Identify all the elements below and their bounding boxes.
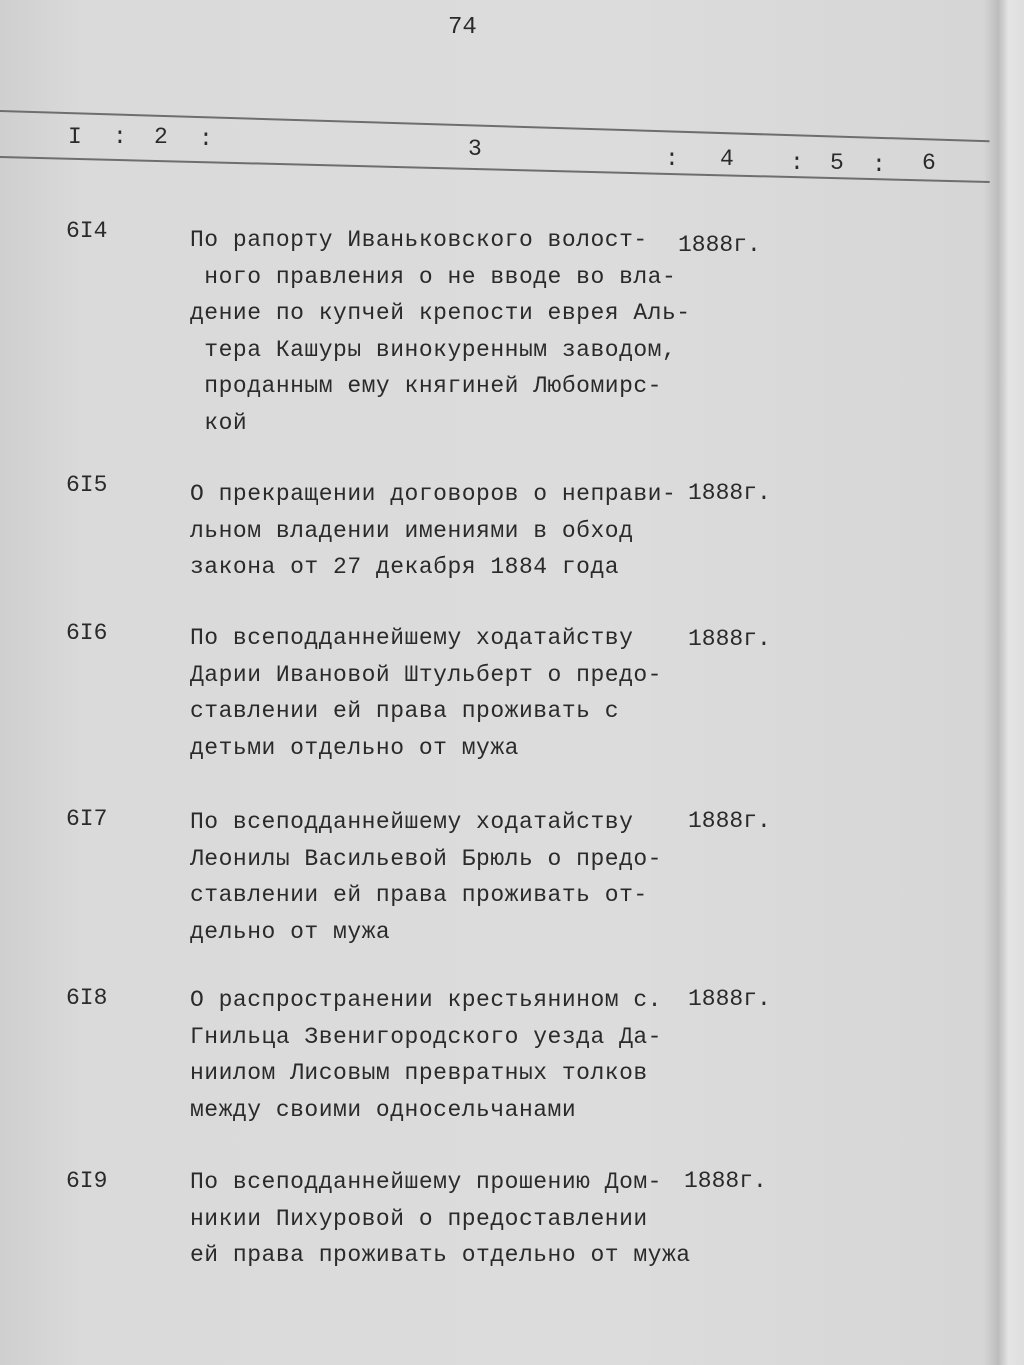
description-line: закона от 27 декабря 1884 года [190,554,620,580]
entry-number: 6I8 [66,985,108,1011]
entry-year: 1888г. [688,808,771,834]
entry-description [190,222,691,441]
column-separator: : [872,152,886,178]
header-top-rule [0,110,990,142]
description-line: Дарии Ивановой Штульберт о предо- [190,661,662,688]
entry-description [190,982,662,1128]
description-line: По всеподданнейшему ходатайству [190,625,634,651]
column-header-5: 5 [830,150,844,176]
description-line: По всеподданнейшему прошению Дом- [190,1169,662,1195]
column-header-2: 2 [154,124,168,150]
entry-year: 1888г. [684,1168,767,1194]
entry-number: 6I4 [66,218,108,244]
entry-number: 6I7 [66,806,108,832]
entry-description [190,620,662,766]
description-line: О прекращении договоров о неправи- [190,481,677,507]
column-header-1: I [68,124,82,150]
description-line: ставлении ей права проживать от- [190,882,648,908]
entry-year: 1888г. [688,986,771,1012]
description-line: ставлении ей права проживать с [190,698,620,724]
description-line: дельно от мужа [190,918,391,945]
description-line: между своими односельчанами [190,1096,577,1123]
description-line: кой [190,409,248,436]
description-line: ниилом Лисовым превратных толков [190,1060,648,1086]
column-header-3: 3 [468,136,482,162]
description-line: никии Пихуровой о предоставлении [190,1205,648,1232]
description-line: проданным ему княгиней Любомирс- [190,373,662,399]
entry-year: 1888г. [688,626,771,652]
entry-number: 6I6 [66,620,108,646]
description-line: дение по купчей крепости еврея Аль- [190,300,691,326]
description-line: О распространении крестьянином с. [190,987,662,1013]
entry-number: 6I5 [66,472,108,498]
entry-description [190,476,676,586]
entry-number: 6I9 [66,1168,108,1194]
description-line: ного правления о не вводе во вла- [190,263,677,290]
description-line: Леонилы Васильевой Брюль о предо- [190,845,662,872]
description-line: ей права проживать отдельно от мужа [190,1242,691,1268]
entry-description [190,804,662,950]
description-line: По всеподданнейшему ходатайству [190,809,634,835]
description-line: По рапорту Иваньковского волост- [190,227,648,253]
description-line: детьми отдельно от мужа [190,734,519,761]
column-header-6: 6 [922,150,936,176]
column-separator: : [790,150,804,176]
description-line: льном владении имениями в обход [190,517,634,544]
column-separator: : [113,124,127,150]
column-separator: : [199,126,213,152]
description-line: Гнильца Звенигородского уезда Да- [190,1023,662,1050]
entry-year: 1888г. [688,480,771,506]
column-header-4: 4 [720,146,734,172]
column-separator: : [665,146,679,172]
page-number: 74 [448,14,477,41]
entry-description [190,1164,691,1274]
description-line: тера Кашуры винокуренным заводом, [190,336,677,363]
entry-year: 1888г. [678,232,761,258]
